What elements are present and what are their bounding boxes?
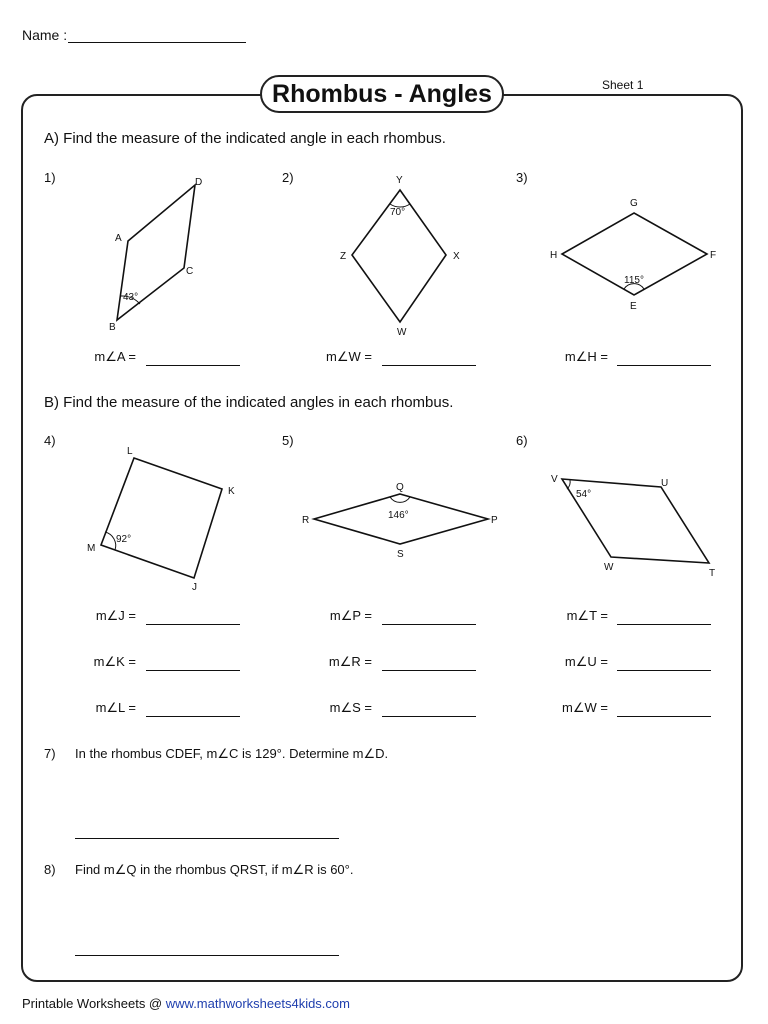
vertex-label: C <box>186 266 194 277</box>
footer-link[interactable]: www.mathworksheets4kids.com <box>165 996 350 1011</box>
vertex-label: P <box>491 515 498 526</box>
section-b-heading: B) Find the measure of the indicated angles in each rhombus. <box>44 394 454 411</box>
vertex-label: F <box>710 250 717 261</box>
answer-line[interactable] <box>617 716 711 717</box>
answer-line[interactable] <box>146 624 240 625</box>
given-angle: 146° <box>388 510 409 521</box>
answer-line[interactable] <box>382 624 476 625</box>
footer-prefix: Printable Worksheets @ <box>22 996 166 1011</box>
answer-line[interactable] <box>75 955 339 956</box>
answer-label: m∠S = <box>329 700 372 715</box>
page-title: Rhombus - Angles <box>260 75 504 113</box>
vertex-label: Z <box>340 251 347 262</box>
given-angle: 115° <box>624 275 644 286</box>
rhombus-jklm <box>101 458 222 578</box>
vertex-label: H <box>550 250 558 261</box>
answer-line[interactable] <box>382 716 476 717</box>
problem-number: 8) <box>44 862 56 877</box>
answer-label: m∠J = <box>95 608 136 623</box>
angle-arc-q <box>390 497 410 502</box>
answer-label: m∠H = <box>564 349 608 364</box>
given-angle: 92° <box>116 534 132 545</box>
answer-label: m∠W = <box>326 349 372 364</box>
vertex-label: S <box>397 549 404 560</box>
footer <box>22 996 350 1011</box>
answer-line[interactable] <box>617 670 711 671</box>
vertex-label: W <box>397 327 407 338</box>
answer-line[interactable] <box>382 670 476 671</box>
vertex-label: B <box>109 322 116 333</box>
answer-label: m∠P = <box>329 608 372 623</box>
problem-number: 6) <box>516 433 528 448</box>
answer-line[interactable] <box>617 365 711 366</box>
answer-label: m∠W = <box>562 700 608 715</box>
answer-label: m∠K = <box>93 654 136 669</box>
answer-line[interactable] <box>382 365 476 366</box>
problem-number: 1) <box>44 170 56 185</box>
answer-label: m∠A = <box>94 349 136 364</box>
name-label: Name : <box>22 27 68 43</box>
sheet-number: Sheet 1 <box>602 78 644 92</box>
answer-label: m∠L = <box>95 700 136 715</box>
given-angle: 54° <box>576 489 592 500</box>
answer-label: m∠U = <box>564 654 608 669</box>
answer-line[interactable] <box>617 624 711 625</box>
answer-line[interactable] <box>146 670 240 671</box>
vertex-label: E <box>630 301 637 312</box>
vertex-label: U <box>661 478 669 489</box>
vertex-label: T <box>709 568 716 579</box>
vertex-label: X <box>453 251 460 262</box>
vertex-label: A <box>115 233 122 244</box>
answer-line[interactable] <box>146 716 240 717</box>
problem-number: 3) <box>516 170 528 185</box>
vertex-label: W <box>604 562 614 573</box>
given-angle: 43° <box>123 292 139 303</box>
vertex-label: Q <box>396 482 404 493</box>
question-text: Find m∠Q in the rhombus QRST, if m∠R is 60°. <box>75 862 354 877</box>
vertex-label: K <box>228 486 235 497</box>
vertex-label: J <box>192 582 197 593</box>
answer-label: m∠R = <box>328 654 372 669</box>
vertex-label: D <box>195 177 203 188</box>
answer-line[interactable] <box>146 365 240 366</box>
problem-number: 5) <box>282 433 294 448</box>
given-angle: 70° <box>390 207 406 218</box>
answer-line[interactable] <box>75 838 339 839</box>
question-text: In the rhombus CDEF, m∠C is 129°. Determine m∠D. <box>75 746 389 761</box>
vertex-label: R <box>302 515 310 526</box>
vertex-label: M <box>87 543 96 554</box>
problem-number: 4) <box>44 433 56 448</box>
vertex-label: Y <box>396 175 403 186</box>
vertex-label: V <box>551 474 558 485</box>
answer-label: m∠T = <box>566 608 608 623</box>
vertex-label: G <box>630 198 638 209</box>
problem-number: 2) <box>282 170 294 185</box>
problem-number: 7) <box>44 746 56 761</box>
section-a-heading: A) Find the measure of the indicated angle in each rhombus. <box>44 130 446 147</box>
vertex-label: L <box>127 446 133 457</box>
